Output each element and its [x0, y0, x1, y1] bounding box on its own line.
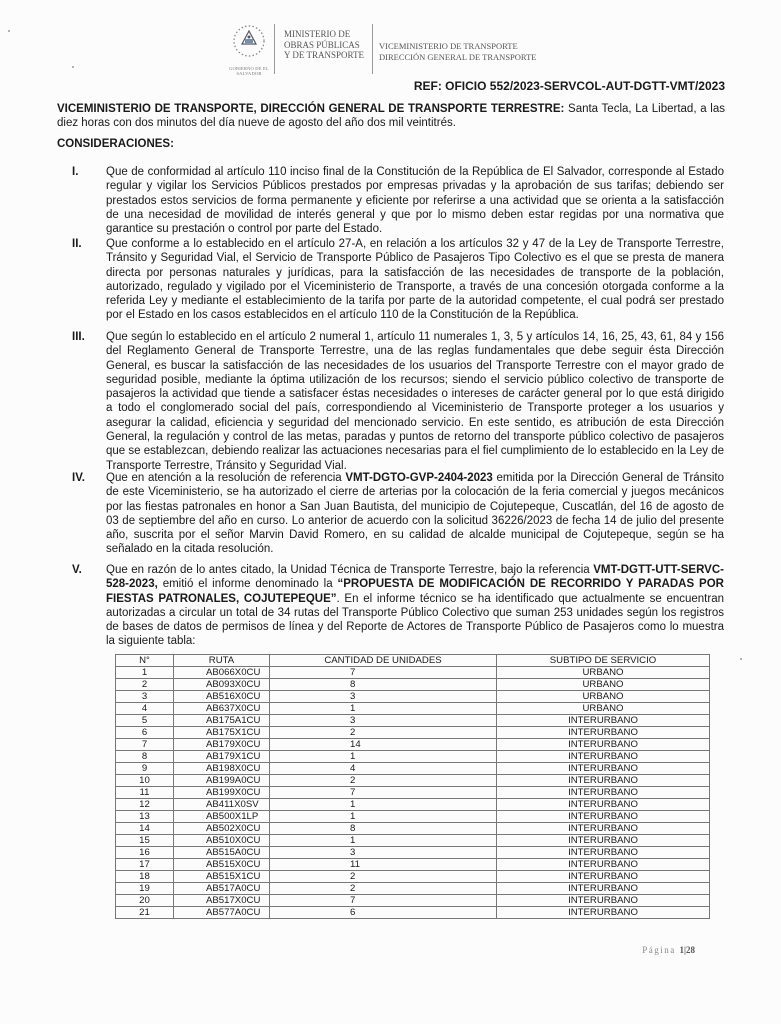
consideration-text: Que según lo establecido en el artículo 2 numeral 1, artículo 11 numerales 1, 3, 5 y artículos 14, 16, 25, 43, 61, 84 y 156 del Reglamento General de Transporte Terrestre, una de las reglas fundamentales que debe seguir ésta Dirección General, es buscar la satisfacción de las necesidades de los usuarios del Transporte Terrestre con el mayor grado de seguridad posible, mediante la óptima utilización de los recursos; siendo el servicio público colectivo de transporte de pasajeros la actividad que tiende a satisfacer éstas necesidades o intereses de carácter general por lo que está dirigido a todo el conglomerado social del país, correspondiendo al Viceministerio de Transporte proteger a los usuarios y asegurar la calidad, eficiencia y seguridad del mencionado servicio. En este sentido, es atribución de esta Dirección General, la regulación y control de las metas, paradas y puntos de retorno del transporte público colectivo de pasajeros que se establezcan, debiendo realizar las actuaciones necesarias para el fiel cumplimiento de lo establecido en la Ley de Transporte Terrestre, Tránsito y Seguridad Vial.	[106, 331, 724, 472]
table-row: 10 AB199A0CU 2 INTERURBANO	[116, 775, 710, 787]
table-row: 3 AB516X0CU 3 URBANO	[116, 691, 710, 703]
table-row: 19 AB517A0CU 2 INTERURBANO	[116, 883, 710, 895]
table-row: 1 AB066X0CU 7 URBANO	[116, 667, 710, 679]
ministerio-name: MINISTERIO DE OBRAS PÚBLICAS Y DE TRANSPORTE	[284, 29, 364, 60]
consideration-number: II.	[72, 238, 82, 250]
table-row: 14 AB502X0CU 8 INTERURBANO	[116, 823, 710, 835]
table-row: 7 AB179X0CU 14 INTERURBANO	[116, 739, 710, 751]
table-row: 5 AB175A1CU 3 INTERURBANO	[116, 715, 710, 727]
table-row: 2 AB093X0CU 8 URBANO	[116, 679, 710, 691]
table-header-row: N° RUTA CANTIDAD DE UNIDADES SUBTIPO DE SERVICIO	[116, 655, 710, 667]
table-row: 12 AB411X0SV 1 INTERURBANO	[116, 799, 710, 811]
consideration-number: III.	[72, 331, 85, 343]
gobierno-label: GOBIERNO DE EL SALVADOR	[229, 66, 269, 76]
consideration-number: V.	[72, 564, 82, 576]
consideration-number: IV.	[72, 472, 86, 484]
divider	[274, 24, 275, 74]
letterhead	[226, 18, 556, 80]
reference-number: REF: OFICIO 552/2023-SERVCOL-AUT-DGTT-VMT/2023	[413, 79, 725, 93]
consideration-text: Que en atención a la resolución de referencia VMT-DGTO-GVP-2404-2023 emitida por la Dirección General de Tránsito de este Viceministerio, se ha autorizado el cierre de arterias por la colocación de la feria comercial y juegos mecánicos por las fiestas patronales en honor a San Juan Bautista, del municipio de Cojutepeque, Cuscatlán, del 16 de agosto de 03 de septiembre del año en curso. Lo anterior de acuerdo con la solicitud 36226/2023 de fecha 14 de julio del presente año, suscrita por el señor Marvin David Romero, en su calidad de alcalde municipal de Cojutepeque, según se ha señalado en la citada resolución.	[106, 472, 724, 556]
table-row: 20 AB517X0CU 7 INTERURBANO	[116, 895, 710, 907]
table-row: 17 AB515X0CU 11 INTERURBANO	[116, 859, 710, 871]
consideration-text: Que en razón de lo antes citado, la Unidad Técnica de Transporte Terrestre, bajo la referencia VMT-DGTT-UTT-SERVC-528-2023, emitió el informe denominado la “PROPUESTA DE MODIFICACIÓN DE RECORRIDO Y PARADAS POR FIESTAS PATRONALES, COJUTEPEQUE”. En el informe técnico se ha identificado que actualmente se encuentran autorizadas a circular un total de 34 rutas del Transporte Público Colectivo que suman 253 unidades según los registros de bases de datos de permisos de línea y del Reporte de Actores de Transporte Público de Pasajeros como lo muestra la siguiente tabla:	[106, 564, 724, 648]
consideration-text: Que de conformidad al artículo 110 inciso final de la Constitución de la República de El Salvador, corresponde al Estado regular y vigilar los Servicios Públicos prestados por empresas privadas y la aprobación de sus tarifas; debiendo ser prestados estos servicios de forma permanente y eficiente por referirse a una actividad que se orienta a la satisfacción de una necesidad de movilidad de interés general y que por lo mismo deben estar regidas por una normativa que garantice su prestación o control por parte del Estado.	[106, 166, 724, 236]
table-row: 16 AB515A0CU 3 INTERURBANO	[116, 847, 710, 859]
table-row: 9 AB198X0CU 4 INTERURBANO	[116, 763, 710, 775]
table-row: 8 AB179X1CU 1 INTERURBANO	[116, 751, 710, 763]
viceministerio-name: VICEMINISTERIO DE TRANSPORTE DIRECCIÓN GENERAL DE TRANSPORTE	[379, 41, 537, 62]
routes-table	[115, 654, 710, 919]
table-row: 21 AB577A0CU 6 INTERURBANO	[116, 907, 710, 919]
table-row: 4 AB637X0CU 1 URBANO	[116, 703, 710, 715]
intro-paragraph: VICEMINISTERIO DE TRANSPORTE, DIRECCIÓN GENERAL DE TRANSPORTE TERRESTRE: Santa Tecla, La Libertad, a las diez horas con dos minutos del día nueve de agosto del año dos mil veintitrés.	[57, 103, 725, 130]
table-row: 11 AB199X0CU 7 INTERURBANO	[116, 787, 710, 799]
consideration-number: I.	[72, 166, 79, 178]
page-number: Página 1|28	[642, 945, 695, 955]
table-row: 18 AB515X1CU 2 INTERURBANO	[116, 871, 710, 883]
coat-of-arms-icon	[226, 18, 272, 64]
table-row: 15 AB510X0CU 1 INTERURBANO	[116, 835, 710, 847]
table-row: 13 AB500X1LP 1 INTERURBANO	[116, 811, 710, 823]
divider	[372, 24, 373, 74]
consideration-text: Que conforme a lo establecido en el artículo 27-A, en relación a los artículos 32 y 47 de la Ley de Transporte Terrestre, Tránsito y Seguridad Vial, el Servicio de Transporte Público de Pasajeros Tipo Colectivo es el que se presta de manera directa por personas naturales y jurídicas, para la satisfacción de las necesidades de transporte de la población, autorizado, regulado y vigilado por el Viceministerio de Transporte, a través de una concesión otorgada conforme a la referida Ley y mediante el establecimiento de la tarifa por parte de la autoridad competente, el cual podrá ser prestado por el Estado en los casos establecidos en el artículo 110 de la Constitución de la República.	[106, 238, 724, 322]
considerations-title: CONSIDERACIONES:	[57, 138, 174, 150]
table-row: 6 AB175X1CU 2 INTERURBANO	[116, 727, 710, 739]
